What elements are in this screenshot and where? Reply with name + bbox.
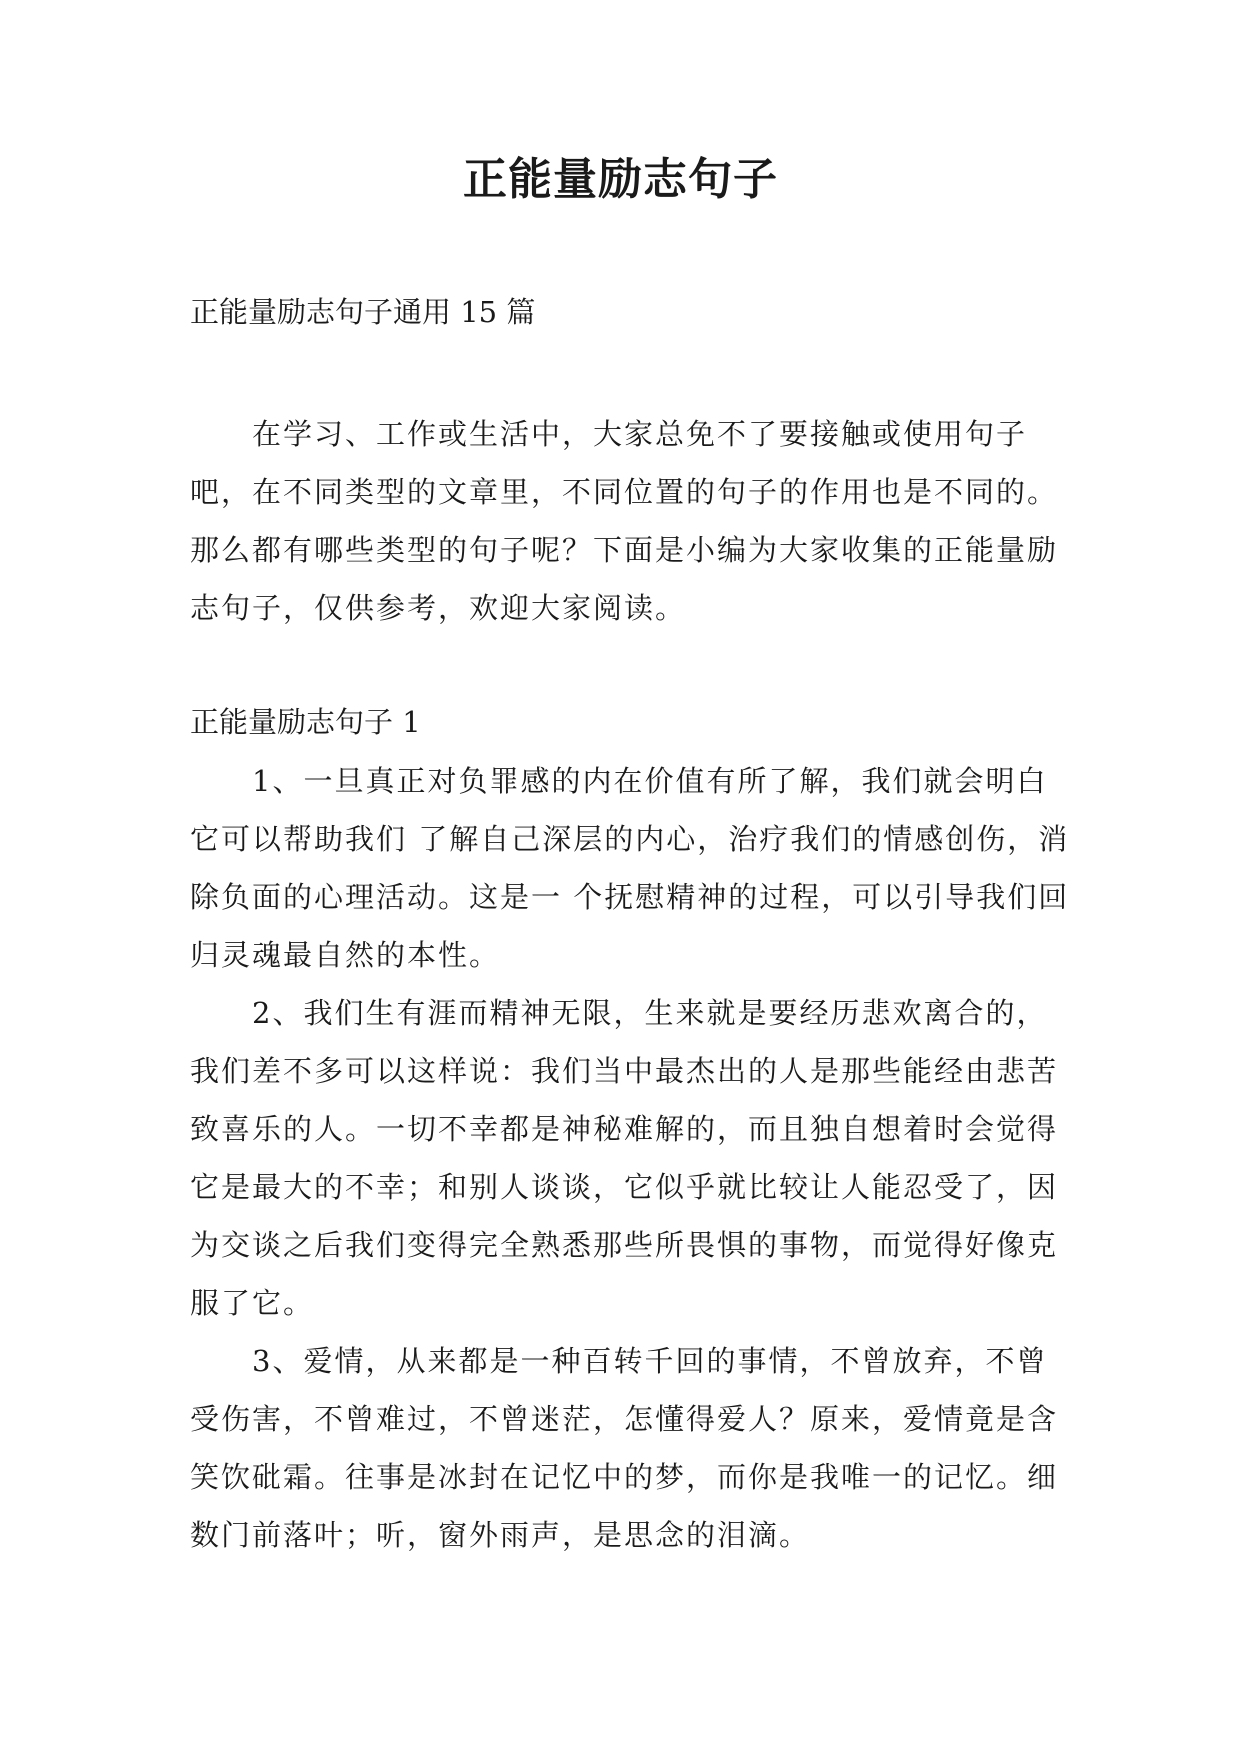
document-title: 正能量励志句子	[463, 154, 778, 205]
document-subtitle: 正能量励志句子通用 15 篇	[190, 295, 536, 329]
quote-item-1: 1、一旦真正对负罪感的内在价值有所了解，我们就会明白它可以帮助我们 了解自己深层的内心，治疗我们的情感创伤，消除负面的心理活动。这是一 个抚慰精神的过程，可以引导我们回归灵魂最自然的本性。	[190, 764, 1070, 972]
quote-item-3: 3、爱情，从来都是一种百转千回的事情，不曾放弃，不曾受伤害，不曾难过，不曾迷茫，怎懂得爱人？原来，爱情竟是含笑饮砒霜。往事是冰封在记忆中的梦，而你是我唯一的记忆。细数门前落叶；听，窗外雨声，是思念的泪滴。	[190, 1344, 1059, 1552]
intro-paragraph: 在学习、工作或生活中，大家总免不了要接触或使用句子吧，在不同类型的文章里，不同位置的句子的作用也是不同的。那么都有哪些类型的句子呢？下面是小编为大家收集的正能量励志句子，仅供参考，欢迎大家阅读。	[190, 417, 1059, 625]
quote-list	[190, 752, 1070, 1564]
section-heading: 正能量励志句子 1	[190, 705, 421, 739]
intro-section	[190, 405, 1070, 637]
quote-item-2: 2、我们生有涯而精神无限，生来就是要经历悲欢离合的，我们差不多可以这样说：我们当中最杰出的人是那些能经由悲苦致喜乐的人。一切不幸都是神秘难解的，而且独自想着时会觉得它是最大的不幸；和别人谈谈，它似乎就比较让人能忍受了，因为交谈之后我们变得完全熟悉那些所畏惧的事物，而觉得好像克服了它。	[190, 996, 1059, 1320]
